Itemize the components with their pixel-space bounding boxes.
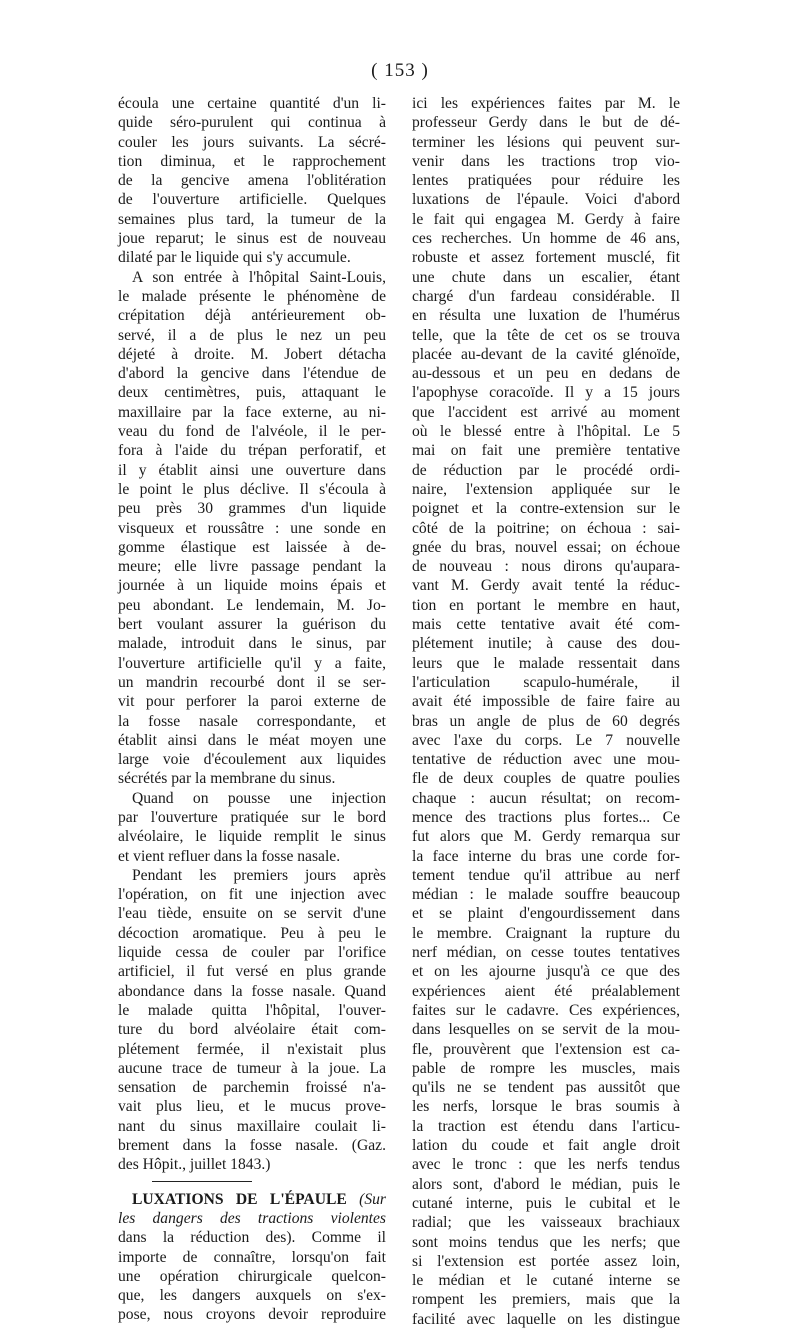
text-line: déjeté à droite. M. Jobert détacha [118, 345, 386, 363]
text-line: placée au-devant de la cavité glénoïde, [412, 345, 680, 363]
text-line: vant M. Gerdy avait tenté la réduc- [412, 577, 680, 595]
text-line: l'apophyse coracoïde. Il y a 15 jours [412, 384, 680, 402]
text-line: crépitation déjà antérieurement ob- [118, 307, 386, 325]
text-line: alvéolaire, le liquide remplit le sinus [118, 828, 386, 846]
text-line: malade, introduit dans le sinus, par [118, 635, 386, 653]
text-line: chargé d'un fardeau considérable. Il [412, 287, 680, 305]
text-line: par l'ouverture pratiquée sur le bord [118, 808, 386, 826]
text-line: couler les jours suivants. La sécré- [118, 133, 386, 151]
text-line: servé, il a de plus le nez un peu [118, 326, 386, 344]
text-line: radial; que les vaisseaux brachiaux [412, 1214, 680, 1232]
text-line: facilité avec laquelle on les distingue [412, 1310, 680, 1328]
text-line: et se plaint d'engourdissement dans [412, 905, 680, 923]
text-line: ici les expériences faites par M. le [412, 95, 680, 112]
text-line: vit pour perforer la paroi externe de [118, 693, 386, 711]
text-line: liquide cessa de couler par l'orifice [118, 944, 386, 962]
text-line: faites sur le cadavre. Ces expériences, [412, 1001, 680, 1019]
text-line: rompent les premiers, mais que la [412, 1291, 680, 1309]
text-line: dilaté par le liquide qui s'y accumule. [118, 249, 351, 267]
text-line: en résulta une luxation de l'humérus [412, 307, 680, 325]
text-line: le malade quitta l'hôpital, l'ouver- [118, 1001, 386, 1019]
text-line: veau du fond de l'alvéole, il le per- [118, 423, 386, 441]
text-line: établit ainsi dans le méat moyen une [118, 731, 386, 749]
text-line: semaines plus tard, la tumeur de la [118, 210, 386, 228]
text-line: la fosse nasale correspondante, et [118, 712, 386, 730]
text-line: fora à l'aide du trépan perforatif, et [118, 442, 386, 460]
text-line: expériences aient été préalablement [412, 982, 680, 1000]
text-line: naire, l'extension appliquée sur le [412, 480, 680, 498]
text-line: tion en portant le membre en haut, [412, 596, 680, 614]
text-line: luxations de l'épaule. Voici d'abord [412, 191, 680, 209]
text-line: mais cette tentative avait été com- [412, 616, 680, 634]
text-line: pable de rompre les muscles, mais [412, 1059, 680, 1077]
text-line: tion diminua, et le rapprochement [118, 152, 386, 170]
text-line: d'abord la gencive dans l'étendue de [118, 365, 386, 383]
text-line: l'opération, on fit une injection avec [118, 886, 386, 904]
text-line: les dangers des tractions violentes [118, 1209, 386, 1227]
text-line: bras un angle de plus de 60 degrés [412, 712, 680, 730]
text-line: de réduction par le procédé ordi- [412, 461, 680, 479]
text-line: le point le plus déclive. Il s'écoula à [118, 480, 386, 498]
text-line: fle, prouvèrent que l'extension est ca- [412, 1040, 680, 1058]
text-line: Pendant les premiers jours après [132, 866, 386, 884]
text-line: un mandrin recourbé dont il se ser- [118, 673, 386, 691]
text-line: journée à un liquide moins épais et [118, 577, 386, 595]
text-line: sont moins tendus que les nerfs; que [412, 1233, 680, 1251]
left-column [118, 94, 386, 1325]
text-line: deux centimètres, puis, attaquant le [118, 384, 386, 402]
text-line: l'articulation scapulo-humérale, il [412, 673, 680, 691]
page-number: ( 153 ) [371, 60, 429, 81]
text-line: avec l'axe du corps. Le 7 nouvelle [412, 731, 680, 749]
text-line: écoula une certaine quantité d'un li- [118, 95, 386, 112]
text-line: médian : le malade souffre beaucoup [412, 886, 680, 904]
text-line: que l'accident est arrivé au moment [412, 403, 680, 421]
text-line: alors sont, d'abord le médian, puis le [412, 1175, 680, 1193]
text-line: les nerfs, lorsque le bras soumis à [412, 1098, 680, 1116]
text-line: de nouveau : nous dirons qu'aupara- [412, 558, 680, 576]
text-line: vait plus lieu, et le mucus prove- [118, 1098, 386, 1116]
text-line: meure; elle livre passage pendant la [118, 558, 386, 576]
text-line: aucune trace de tumeur à la joue. La [118, 1059, 386, 1077]
text-line: décoction aromatique. Peu à peu le [118, 924, 386, 942]
text-line: que, les dangers auxquels on s'ex- [118, 1287, 386, 1305]
text-line: peu près 30 grammes d'un liquide [118, 500, 386, 518]
text-line: l'ouverture artificielle qu'il y a faite, [118, 654, 386, 672]
text-line: quide séro-purulent qui continua à [118, 114, 386, 132]
text-line: le fait qui engagea M. Gerdy à faire [412, 210, 680, 228]
text-line: avec le tronc : que les nerfs tendus [412, 1156, 680, 1174]
text-line: au-dessous et un peu en dedans de [412, 365, 680, 383]
text-line: poignet et la contre-extension sur le [412, 500, 680, 518]
text-line: chaque : aucun résultat; on recom- [412, 789, 680, 807]
text-line: Quand on pousse une injection [132, 789, 386, 807]
text-line: dans la réduction des). Comme il [118, 1229, 386, 1247]
text-line: le malade présente le phénomène de [118, 287, 386, 305]
text-line: ture du bord alvéolaire était com- [118, 1021, 386, 1039]
section-divider [152, 1181, 252, 1182]
text-line: brement dans la fosse nasale. (Gaz. [118, 1137, 386, 1155]
text-line: la face interne du bras une corde for- [412, 847, 680, 865]
text-line: importe de connaître, lorsqu'on fait [118, 1248, 386, 1266]
text-line: mai on fait une première tentative [412, 442, 680, 460]
text-line: gomme élastique est laissée à de- [118, 538, 386, 556]
text-line: artificiel, il fut versé en plus grande [118, 963, 386, 981]
section-title: LUXATIONS DE L'ÉPAULE [132, 1190, 347, 1208]
text-line: et vient refluer dans la fosse nasale. [118, 847, 341, 865]
text-line: pose, nous croyons devoir reproduire [118, 1306, 386, 1324]
text-line: ces recherches. Un homme de 46 ans, [412, 230, 680, 248]
text-line: le médian et le cutané interne se [412, 1272, 680, 1290]
text-line: de la gencive amena l'oblitération [118, 172, 386, 190]
text-line: la traction est étendu dans l'articu- [412, 1117, 680, 1135]
text-line: dans lesquelles on se servit de la mou- [412, 1021, 680, 1039]
text-line: l'eau tiède, ensuite on se servit d'une [118, 905, 386, 923]
text-line: tentative de réduction avec une mou- [412, 751, 680, 769]
text-line: A son entrée à l'hôpital Saint-Louis, [132, 268, 386, 286]
text-line: professeur Gerdy dans le but de dé- [412, 114, 680, 132]
text-line: lation du coude et fait angle droit [412, 1137, 680, 1155]
text-line: peu abondant. Le lendemain, M. Jo- [118, 596, 386, 614]
text-line: leurs que le malade ressentait dans [412, 654, 680, 672]
text-line: plétement inutile; à cause des dou- [412, 635, 680, 653]
text-line: de l'ouverture artificielle. Quelques [118, 191, 386, 209]
text-line: fut alors que M. Gerdy remarqua sur [412, 828, 680, 846]
text-line: nant du sinus maxillaire coulait li- [118, 1117, 386, 1135]
text-line: sensation de parchemin froissé n'a- [118, 1079, 386, 1097]
text-line: gnée du bras, nouvel essai; on échoue [412, 538, 680, 556]
text-line: lentes pratiquées pour réduire les [412, 172, 680, 190]
text-line: plétement fermée, il n'existait plus [118, 1040, 386, 1058]
text-line: venir dans les tractions trop vio- [412, 152, 680, 170]
text-line: avait été impossible de faire faire au [412, 693, 680, 711]
text-line: cutané interne, puis le cubital et le [412, 1194, 680, 1212]
text-line: telle, que la tête de cet os se trouva [412, 326, 680, 344]
text-line: nerf médian, on cesse toutes tentatives [412, 944, 680, 962]
right-column [412, 94, 680, 1329]
text-line: des Hôpit., juillet 1843.) [118, 1156, 271, 1174]
text-line: tement tendue qu'il attribue au nerf [412, 866, 680, 884]
text-line: joue reparut; le sinus est de nouveau [118, 230, 386, 248]
text-line: si l'extension est portée assez loin, [412, 1252, 680, 1270]
text-line: côté de la poitrine; on échoua : sai- [412, 519, 680, 537]
section-heading [118, 1190, 386, 1209]
text-line: une opération chirurgicale quelcon- [118, 1267, 386, 1285]
text-line: robuste et assez fortement musclé, fit [412, 249, 680, 267]
text-line: qu'ils ne se tendent pas aussitôt que [412, 1079, 680, 1097]
text-line: sécrétés par la membrane du sinus. [118, 770, 336, 788]
text-line: bert voulant assurer la guérison du [118, 616, 386, 634]
text-line: fle de deux couples de quatre poulies [412, 770, 680, 788]
text-line: large voie d'écoulement aux liquides [118, 751, 386, 769]
text-line: visqueux et roussâtre : une sonde en [118, 519, 386, 537]
text-line: terminer les lésions qui peuvent sur- [412, 133, 680, 151]
text-line: où le blessé entre à l'hôpital. Le 5 [412, 423, 680, 441]
section-subtitle-open: (Sur [346, 1190, 386, 1208]
text-line: maxillaire par la face externe, au ni- [118, 403, 386, 421]
text-line: le membre. Craignant la rupture du [412, 924, 680, 942]
text-line: mence des tractions plus fortes... Ce [412, 808, 680, 826]
text-line: et on les ajourne jusqu'à ce que des [412, 963, 680, 981]
text-line: une chute dans un escalier, étant [412, 268, 680, 286]
text-line: il y établit ainsi une ouverture dans [118, 461, 386, 479]
text-line: abondance dans la fosse nasale. Quand [118, 982, 386, 1000]
